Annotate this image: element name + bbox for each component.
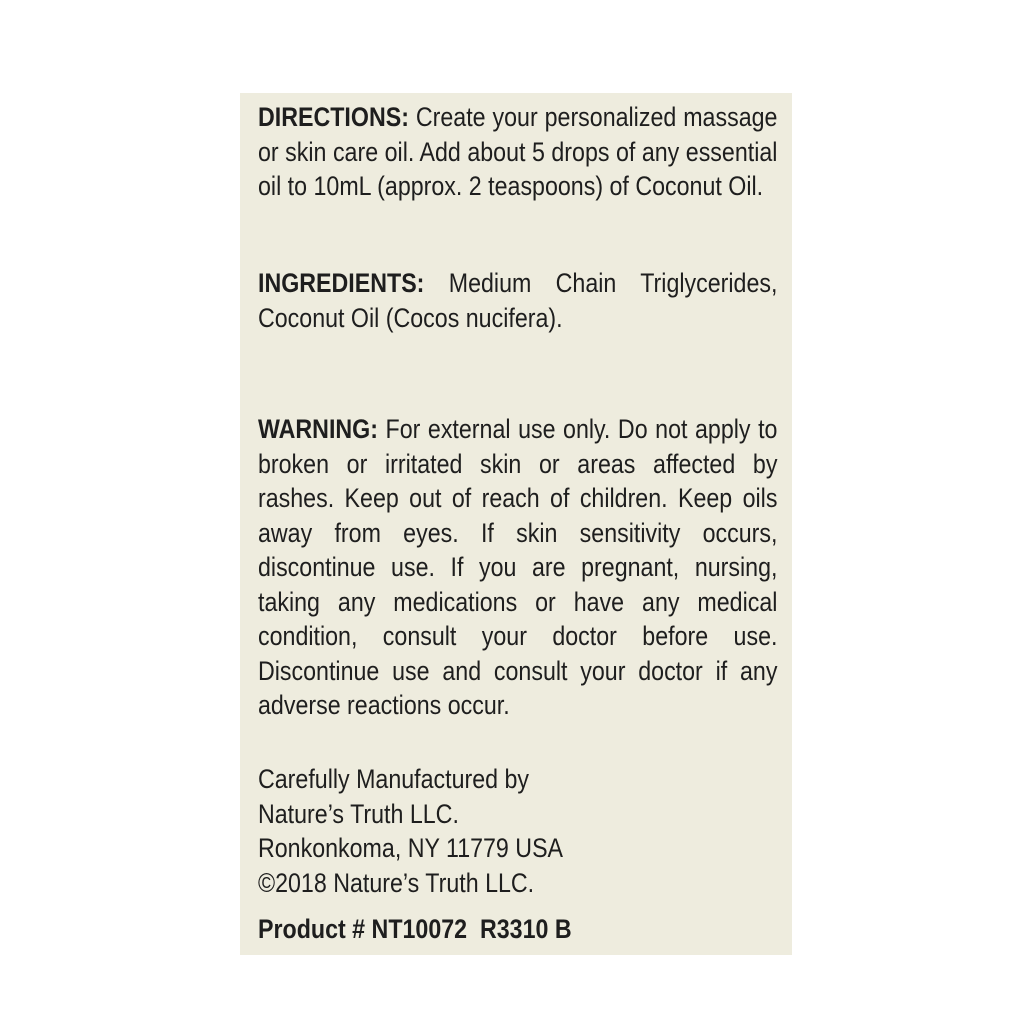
- directions-text-1: Create your personalized massage: [415, 102, 778, 132]
- warning-line-5: discontinue use. If you are pregnant, nursing,: [258, 552, 778, 582]
- product-number: [258, 912, 707, 947]
- directions-section: [258, 100, 778, 204]
- directions-line-1: [258, 100, 777, 135]
- warning-section: [258, 412, 778, 723]
- warning-text-1: For external use only. Do not apply to: [385, 414, 778, 444]
- warning-line-2: broken or irritated skin or areas affected by: [258, 448, 778, 479]
- ingredients-heading: INGREDIENTS:: [258, 268, 425, 298]
- ingredients-line-1: [258, 266, 777, 301]
- ingredients-section: [258, 266, 778, 335]
- directions-line-3: oil to 10mL (approx. 2 teaspoons) of Coconut Oil.: [258, 171, 764, 201]
- product-prefix: Product #: [258, 914, 366, 944]
- manufacturer-line-4: ©2018 Nature’s Truth LLC.: [258, 867, 535, 898]
- warning-line-1: [258, 412, 777, 447]
- warning-line-7: condition, consult your doctor before use.: [258, 621, 778, 651]
- directions-line-2: or skin care oil. Add about 5 drops of any essential: [258, 136, 778, 167]
- product-revision: R3310 B: [480, 914, 572, 944]
- manufacturer-section: [258, 762, 707, 900]
- product-number-line: [258, 912, 707, 947]
- warning-line-3: rashes. Keep out of reach of children. Keep oils: [258, 483, 778, 513]
- warning-line-6: taking any medications or have any medical: [258, 586, 778, 617]
- directions-heading: DIRECTIONS:: [258, 102, 409, 132]
- warning-line-9: adverse reactions occur.: [258, 690, 510, 720]
- product-code: NT10072: [371, 914, 468, 944]
- manufacturer-line-3: Ronkonkoma, NY 11779 USA: [258, 833, 564, 863]
- manufacturer-line-2: Nature’s Truth LLC.: [258, 798, 459, 829]
- warning-line-4: away from eyes. If skin sensitivity occurs,: [258, 517, 778, 548]
- manufacturer-line-1: Carefully Manufactured by: [258, 764, 530, 794]
- ingredients-line-2: Coconut Oil (Cocos nucifera).: [258, 302, 563, 333]
- warning-line-8: Discontinue use and consult your doctor if any: [258, 655, 778, 686]
- warning-heading: WARNING:: [258, 414, 378, 444]
- ingredients-text-1: Medium Chain Triglycerides,: [448, 268, 778, 298]
